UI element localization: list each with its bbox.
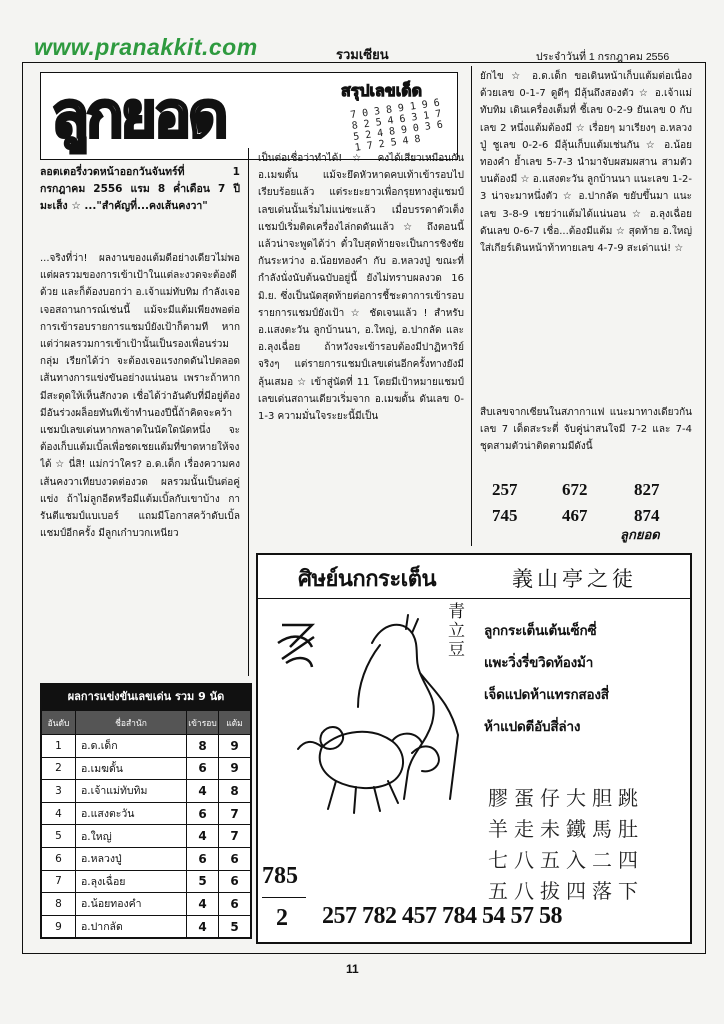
page-number: 11 xyxy=(346,962,359,976)
ad-poem-line: ห้าแปดตีอับสี่ล่าง xyxy=(484,719,581,735)
score-cell: 6 xyxy=(187,757,219,780)
table-row xyxy=(42,825,251,848)
score-cell: 6 xyxy=(187,847,219,870)
table-row xyxy=(42,735,251,758)
rank-cell: 2 xyxy=(42,757,76,780)
name-cell: อ.น้อยทองคำ xyxy=(76,893,187,916)
name-cell: อ.ปากลัด xyxy=(76,915,187,938)
chinese-verse-line: 五八拔四落下 xyxy=(488,879,644,903)
table-row xyxy=(42,757,251,780)
points-cell: 6 xyxy=(219,870,251,893)
table-row xyxy=(42,915,251,938)
score-cell: 5 xyxy=(187,870,219,893)
issue-date: ประจำวันที่ 1 กรกฎาคม 2556 xyxy=(536,51,670,63)
article-column-2: เป็นต่อเชื่อว่าทำได้! ☆ คงได้เสียวเหมือนกัน อ.เมฆดั้น แม้จะยึดหัวหาดคบเท้าเข้ารอบไปเรียบร้อยแล้ว แต่ระยะยาวเพื่อกรุยทางสู่แชมป์เลขเด่นนั้นเริ่มไม่แน่ซะแล้ว เมื่อบรรดาตัวเต็งแชมป์เริ่มติดเครื่องไล่กดดันแล้ว ☆ ถึงตอนนี้แล้วน่าจะพูดได้ว่า ตั๋วใบสุดท้ายจะเป็นการชิงชัยกันระหว่าง อ.น้อยทองคำ กับ อ.หลวงปู่ ขณะที่กำลังนั่งนับต้นฉบับอยู่นี้ ยังไม่ทราบผลงวด 16 มิ.ย. ซึ่งเป็นนัดสุดท้ายต่อการชี้ชะตาการเข้ารอบรายการแชมป์ยังเป้า ☆ ชัดเจนแล้ว ! สำหรับ อ.แสงตะวัน ลูกบ้านนา, อ.ใหญ่, อ.ปากลัด และ อ.ลุงเฉื่อย ถ้าหวังจะเข้ารอบต้องมีปาฏิหาริย์จริงๆ แต่รายการแชมป์เลขเด่นอีกครั้งทางยังมีลุ้นเสมอ ☆ เข้าสู่นัดที่ 11 โดยมีเป้าหมายแชมป์เลขเด่นสถานเดียวเริ่มจาก อ.เมฆดั้น ดันเลข 0-1-3 ความมั่นใจระยะนี้มีเป็น xyxy=(258,153,464,423)
column-header: อันดับ xyxy=(42,711,76,735)
ad-chinese-title: 義山亭之徒 xyxy=(512,567,637,591)
grid-number: 672 xyxy=(562,480,588,499)
score-cell: 4 xyxy=(187,780,219,803)
score-cell: 8 xyxy=(187,735,219,758)
banner-scatter-digits: 7 0 3 8 9 1 9 6 8 2 5 4 6 3 1 7 5 2 4 8 9 0 3 6 1 7 2 5 4 8 xyxy=(349,97,444,154)
digit-785: 785 xyxy=(262,863,298,889)
banner-title: ลูกยอด xyxy=(51,78,226,151)
points-cell: 7 xyxy=(219,825,251,848)
name-cell: อ.เมฆดั้น xyxy=(76,757,187,780)
grid-number: 257 xyxy=(492,480,518,499)
chinese-verse-line: 羊走未鐵馬肚 xyxy=(488,817,644,841)
grid-number: 874 xyxy=(634,506,660,525)
column-header: เข้ารอบ xyxy=(187,711,219,735)
name-cell: อ.ลุงเฉื่อย xyxy=(76,870,187,893)
rank-cell: 1 xyxy=(42,735,76,758)
name-cell: อ.แสงตะวัน xyxy=(76,802,187,825)
results-table-panel xyxy=(40,683,252,939)
digit-2: 2 xyxy=(276,905,288,931)
name-cell: อ.หลวงปู่ xyxy=(76,847,187,870)
name-cell: อ.ด.เด็ก xyxy=(76,735,187,758)
column-banner xyxy=(40,72,458,160)
rank-cell: 6 xyxy=(42,847,76,870)
rank-cell: 9 xyxy=(42,915,76,938)
ad-poem-line: แพะวิ่งรี่ขวิดท้องม้า xyxy=(484,655,594,671)
grid-number: 827 xyxy=(634,480,660,499)
column-signature: ลูกยอด xyxy=(620,528,660,543)
rank-cell: 5 xyxy=(42,825,76,848)
score-cell: 6 xyxy=(187,802,219,825)
divider-line xyxy=(262,897,306,898)
table-row xyxy=(42,802,251,825)
grid-number: 467 xyxy=(562,506,588,525)
chinese-verse-line: 七八五入二四 xyxy=(488,848,644,872)
results-table xyxy=(41,710,251,938)
article-lead: ลอตเตอรี่งวดหน้าออกวันจันทร์ที่ 1 กรกฎาคม 2556 แรม 8 ค่ำเดือน 7 ปีมะเส็ง ☆ ..."สำคัญที่...คงเส้นคงวา" xyxy=(40,166,240,213)
chinese-verse-line: 膠蛋仔大胆跳 xyxy=(488,786,644,810)
points-cell: 9 xyxy=(219,757,251,780)
rank-cell: 3 xyxy=(42,780,76,803)
ad-seal-text: 青立豆 xyxy=(448,602,465,660)
points-cell: 7 xyxy=(219,802,251,825)
column-divider xyxy=(248,148,249,676)
ad-header xyxy=(258,555,690,599)
column-divider xyxy=(471,66,472,546)
digit-row: 257 782 457 784 54 57 58 xyxy=(322,903,562,929)
column-header: ชื่อสำนัก xyxy=(76,711,187,735)
article-column-3-closing: สืบเลขจากเซียนในสภากาแฟ แนะมาทางเดียวกัน เลข 7 เด็ดสะระตี่ จับคู่น่าสนใจมี 7-2 และ 7-4 ชุดสามตัวน่าติดตามมีดังนี้ xyxy=(480,407,692,453)
score-cell: 4 xyxy=(187,825,219,848)
article-column-3: ยักไข ☆ อ.ด.เด็ก ขอเดินหน้าเก็บแต้มต่อเนื่องด้วยเลข 0-1-7 ดูดีๆ มีลุ้นถึงสองตัว ☆ อ.เจ้าแม่ทับทิม เดินเครื่องเต็มที่ ชี้เลข 0-2-9 ยันเลข 0 กับเลข 2 หนึ่งแต้มต้องมี ☆ เรื่อยๆ มาเรียงๆ อ.หลวงปู่ ชูเลข 0-2-6 มีลุ้นเก็บแต้มเช่นกัน ☆ อ.น้อยทองคำ ย้ำเลข 5-7-3 นำมาจับผสมผสาน สามตัวบนต้องมี ☆ อ.แสงตะวัน ลูกบ้านนา แนะเลข 1-2-3 น่าจะมาหนึ่งตัว ☆ อ.ปากลัด ขยับขึ้นมา แนะเลข 3-8-9 เชยว่าแต้มได้แน่นอน ☆ อ.ลุงเฉื่อย ดันเลข 0-6-7 เชื่อ...ต้องมีแต้ม ☆ สุดท้าย อ.ใหญ่ ใส่เกียร์เดินหน้าท้าทายเลข 4-7-9 สะเด่าแน่! ☆ xyxy=(480,71,692,255)
rank-cell: 4 xyxy=(42,802,76,825)
banner-subtitle: สรุปเลขเด็ด xyxy=(341,81,422,100)
results-table-title: ผลการแข่งขันเลขเด่น รวม 9 นัด xyxy=(41,684,251,710)
name-cell: อ.ใหญ่ xyxy=(76,825,187,848)
name-cell: อ.เจ้าแม่ทับทิม xyxy=(76,780,187,803)
ad-title: ศิษย์นกกระเต็น xyxy=(298,567,437,592)
score-cell: 4 xyxy=(187,915,219,938)
animal-illustration xyxy=(262,603,474,829)
rank-cell: 8 xyxy=(42,893,76,916)
chinese-verse xyxy=(488,783,688,907)
score-cell: 4 xyxy=(187,893,219,916)
table-row xyxy=(42,893,251,916)
grid-number: 745 xyxy=(492,506,518,525)
column-header: แต้ม xyxy=(219,711,251,735)
table-row xyxy=(42,780,251,803)
ad-poem-line: เจ็ดแปดห้าแทรกสองสี่ xyxy=(484,687,609,703)
points-cell: 8 xyxy=(219,780,251,803)
table-row xyxy=(42,847,251,870)
advertisement-box xyxy=(256,553,692,944)
publisher-logo: รวมเซียน xyxy=(336,47,389,62)
ad-poem-line: ลูกกระเต็นเต้นเซ็กซี่ xyxy=(484,623,597,639)
site-url[interactable]: www.pranakkit.com xyxy=(34,34,258,60)
article-column-1: ...จริงที่ว่า! ผลงานของแต้มดีอย่างเดียวไม่พอ แต่ผลรวมของการเข้าเป้าในแต่ละงวดจะต้องดีด้วย และก็ต้องบอกว่า อ.เจ้าแม่ทับทิม กำลังเจอเจอสถานการณ์เช่นนี้ แม้จะมีแต้มเพียงพอต่อการเข้ารอบรายการแชมป์ยังเป้าก็ตามที หากแต่ว่าผลรวมการเข้าเป้านั้นเป็นรองเพื่อนร่วมกลุ่ม เรียกได้ว่า จะต้องเจอแรงกดดันไปตลอดเส้นทางการแข่งขันอย่างแน่นอน เพราะถ้าหากมีสะดุดให้เห็นสักงวด เชื่อได้ว่าอันดับที่มีอยู่ต้องมีอันร่วงผล็อยทันทีเข้าทำนองปีนี้ถ้าคิดจะคว้าแชมป์เลขเด่นหากพลาดในนัดใดนัดหนึ่ง จะต้องเก็บแต้มเบิ้ลเพื่อชดเชยแต้มที่ขาดหายให้จงได้ ☆ นี่สิ! แม่กว่าใคร? อ.ด.เด็ก เรื่องความคงเส้นคงวาเทียบงวดต่องวด ผลรวมนั้นเป็นต่อคู่แข่ง ถ้าไม่ลูกอีดหรือมีแต้มเบิ้ลกับเขาบ้าง การันตีแชมป์แบเบอร์ แถมมีโอกาสคว้าดับเบิ้ลแชมป์อีกครั้ง มีลูกเก๋าบวกเหนียว xyxy=(40,253,240,540)
points-cell: 9 xyxy=(219,735,251,758)
points-cell: 5 xyxy=(219,915,251,938)
table-row xyxy=(42,870,251,893)
points-cell: 6 xyxy=(219,893,251,916)
rank-cell: 7 xyxy=(42,870,76,893)
points-cell: 6 xyxy=(219,847,251,870)
